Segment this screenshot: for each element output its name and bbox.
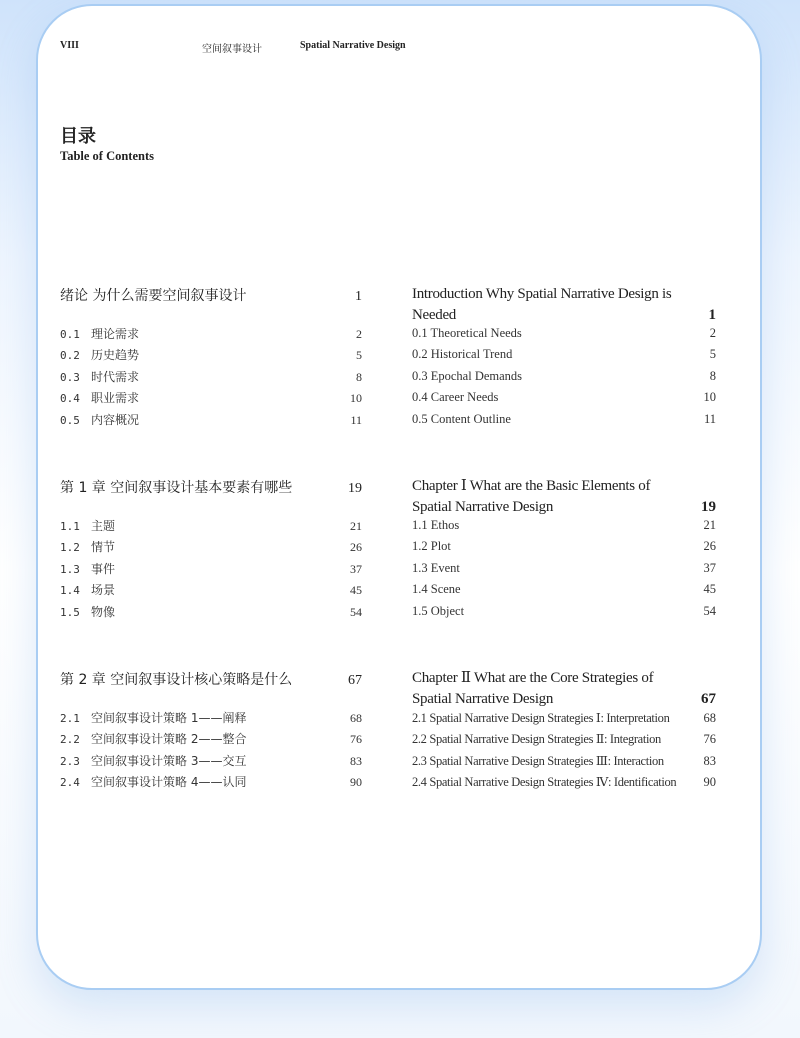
entry-page: 21 xyxy=(703,518,716,532)
entry-number: 2.1 xyxy=(60,712,80,725)
toc-title-en: Table of Contents xyxy=(60,149,154,163)
toc-entry-cn[interactable] xyxy=(60,730,362,751)
running-head xyxy=(60,40,750,54)
entry-page: 83 xyxy=(703,753,716,768)
entry-page: 45 xyxy=(350,583,362,598)
toc-entry-en[interactable] xyxy=(412,604,716,625)
entry-title: 空间叙事设计策略 4——认同 xyxy=(91,775,247,790)
chapter-heading-cn[interactable] xyxy=(60,285,362,307)
entry-page: 54 xyxy=(350,604,362,619)
entry-title: 理论需求 xyxy=(91,327,140,341)
entry-title: 2.1 Spatial Narrative Design Strategies Ⅰ: Interpretation xyxy=(412,711,670,725)
entry-title: 空间叙事设计策略 3——交互 xyxy=(91,753,247,768)
running-head-title-cn: 空间叙事设计 xyxy=(202,44,262,55)
toc-entry-cn[interactable] xyxy=(60,411,362,432)
entry-title: 0.2 Historical Trend xyxy=(412,347,513,362)
entry-page: 26 xyxy=(703,539,716,554)
entry-number: 1.4 xyxy=(60,584,80,598)
chapter-heading-cn[interactable] xyxy=(60,477,362,499)
chapter-title-cn: 第 1 章 空间叙事设计基本要素有哪些 xyxy=(60,480,293,496)
entry-page: 68 xyxy=(703,711,716,725)
chapter-page-cn: 1 xyxy=(355,289,362,304)
toc-entry-en[interactable] xyxy=(412,774,716,795)
toc-entry-cn[interactable] xyxy=(60,773,362,794)
entry-number: 1.2 xyxy=(60,541,80,555)
chapter-heading-en[interactable]: Chapter Ⅱ What are the Core Strategies of xyxy=(412,670,654,686)
toc-entry-cn[interactable] xyxy=(60,325,362,346)
entry-title: 2.3 Spatial Narrative Design Strategies Ⅲ: Interaction xyxy=(412,753,664,768)
entry-page: 90 xyxy=(350,775,362,790)
toc-column-cn xyxy=(60,284,362,432)
entry-title: 职业需求 xyxy=(91,391,140,406)
entry-number: 0.1 xyxy=(60,328,80,341)
toc-entry-cn[interactable] xyxy=(60,581,362,602)
entry-page: 21 xyxy=(350,519,362,533)
entry-title: 空间叙事设计策略 2——整合 xyxy=(91,732,247,747)
chapter-title-en-line2: Spatial Narrative Design xyxy=(412,691,554,707)
entry-page: 76 xyxy=(350,732,362,747)
entry-page: 68 xyxy=(350,711,362,725)
entry-title: 1.2 Plot xyxy=(412,539,451,554)
entry-number: 1.3 xyxy=(60,562,80,576)
toc-entry-cn[interactable] xyxy=(60,368,362,389)
entry-title: 2.4 Spatial Narrative Design Strategies Ⅳ: Identification xyxy=(412,775,677,790)
toc-entry-en[interactable] xyxy=(412,347,716,368)
entry-number: 0.3 xyxy=(60,370,80,384)
entry-page: 83 xyxy=(350,753,362,768)
entry-number: 0.2 xyxy=(60,349,80,363)
entry-number: 0.5 xyxy=(60,413,80,427)
toc-entry-cn[interactable] xyxy=(60,517,362,538)
chapter-page-cn: 67 xyxy=(348,673,362,688)
entry-number: 2.4 xyxy=(60,776,80,790)
chapter-heading-cn[interactable] xyxy=(60,669,362,691)
entry-title: 空间叙事设计策略 1——阐释 xyxy=(91,711,247,725)
chapter-heading-en[interactable]: Introduction Why Spatial Narrative Design is xyxy=(412,286,672,302)
entry-page: 8 xyxy=(356,369,362,384)
chapter-title-cn: 第 2 章 空间叙事设计核心策略是什么 xyxy=(60,672,293,688)
entry-page: 37 xyxy=(350,561,362,576)
entry-title: 时代需求 xyxy=(91,369,140,384)
toc-entry-cn[interactable] xyxy=(60,752,362,773)
chapter-title-cn: 绪论 为什么需要空间叙事设计 xyxy=(60,288,247,304)
entry-title: 情节 xyxy=(91,540,116,555)
running-head-page-number: VIII xyxy=(60,40,79,51)
toc-entry-cn[interactable] xyxy=(60,560,362,581)
toc-column-en xyxy=(412,284,716,433)
entry-page: 2 xyxy=(356,327,362,341)
chapter-heading-en[interactable]: Chapter Ⅰ What are the Basic Elements of xyxy=(412,478,651,494)
toc-entry-cn[interactable] xyxy=(60,709,362,730)
entry-title: 场景 xyxy=(91,583,116,598)
toc-entry-en[interactable] xyxy=(412,582,716,603)
chapter-page-en: 67 xyxy=(701,691,716,707)
entry-page: 11 xyxy=(703,411,716,426)
entry-title: 主题 xyxy=(91,519,116,533)
entry-title: 1.3 Event xyxy=(412,560,460,575)
entry-title: 1.1 Ethos xyxy=(412,518,460,532)
chapter-heading-en-line2[interactable] xyxy=(412,689,716,710)
toc-entry-cn[interactable] xyxy=(60,603,362,624)
entry-page: 45 xyxy=(703,582,716,597)
entry-page: 5 xyxy=(709,347,716,362)
entry-number: 1.1 xyxy=(60,520,80,533)
entry-title: 物像 xyxy=(91,604,116,619)
entry-page: 76 xyxy=(703,732,716,747)
chapter-heading-en-line2[interactable] xyxy=(412,497,716,518)
toc-column-en xyxy=(412,476,716,625)
running-head-title-en: Spatial Narrative Design xyxy=(300,40,406,51)
entry-title: 1.5 Object xyxy=(412,603,465,618)
entry-number: 1.5 xyxy=(60,605,80,619)
entry-title: 2.2 Spatial Narrative Design Strategies Ⅱ: Integration xyxy=(412,732,661,747)
entry-page: 37 xyxy=(703,560,716,575)
chapter-page-cn: 19 xyxy=(348,481,362,496)
entry-title: 0.4 Career Needs xyxy=(412,390,499,405)
entry-page: 8 xyxy=(709,368,716,383)
toc-entry-en[interactable] xyxy=(412,326,716,347)
toc-entry-en[interactable] xyxy=(412,518,716,539)
chapter-title-en-line2: Needed xyxy=(412,307,457,323)
entry-page: 10 xyxy=(703,390,716,405)
entry-page: 54 xyxy=(703,603,716,618)
toc-entry-en[interactable] xyxy=(412,753,716,774)
entry-page: 2 xyxy=(709,326,716,340)
toc-entry-en[interactable] xyxy=(412,369,716,390)
toc-entry-en[interactable] xyxy=(412,412,716,433)
chapter-page-en: 19 xyxy=(701,499,716,515)
entry-title: 0.1 Theoretical Needs xyxy=(412,326,522,340)
entry-page: 11 xyxy=(350,412,362,427)
toc-column-en xyxy=(412,668,716,796)
toc-entry-en[interactable] xyxy=(412,710,716,731)
entry-page: 5 xyxy=(356,348,362,363)
entry-title: 历史趋势 xyxy=(91,348,140,363)
entry-number: 0.4 xyxy=(60,392,80,406)
toc-column-cn xyxy=(60,476,362,624)
entry-page: 26 xyxy=(350,540,362,555)
toc-entry-en[interactable] xyxy=(412,390,716,411)
entry-page: 10 xyxy=(350,391,362,406)
toc-title-cn: 目录 xyxy=(60,126,96,147)
toc-entry-cn[interactable] xyxy=(60,538,362,559)
toc-column-cn xyxy=(60,668,362,795)
entry-title: 事件 xyxy=(91,561,116,576)
toc-entry-en[interactable] xyxy=(412,731,716,752)
entry-title: 0.5 Content Outline xyxy=(412,411,511,426)
toc-entry-cn[interactable] xyxy=(60,346,362,367)
toc-entry-en[interactable] xyxy=(412,539,716,560)
entry-number: 2.2 xyxy=(60,733,80,747)
toc-entry-en[interactable] xyxy=(412,561,716,582)
entry-title: 0.3 Epochal Demands xyxy=(412,368,523,383)
entry-title: 内容概况 xyxy=(91,412,140,427)
entry-title: 1.4 Scene xyxy=(412,582,461,597)
chapter-heading-en-line2[interactable] xyxy=(412,305,716,326)
toc-entry-cn[interactable] xyxy=(60,389,362,410)
entry-page: 90 xyxy=(703,775,716,790)
chapter-page-en: 1 xyxy=(708,307,716,323)
entry-number: 2.3 xyxy=(60,754,80,768)
chapter-title-en-line2: Spatial Narrative Design xyxy=(412,499,554,515)
